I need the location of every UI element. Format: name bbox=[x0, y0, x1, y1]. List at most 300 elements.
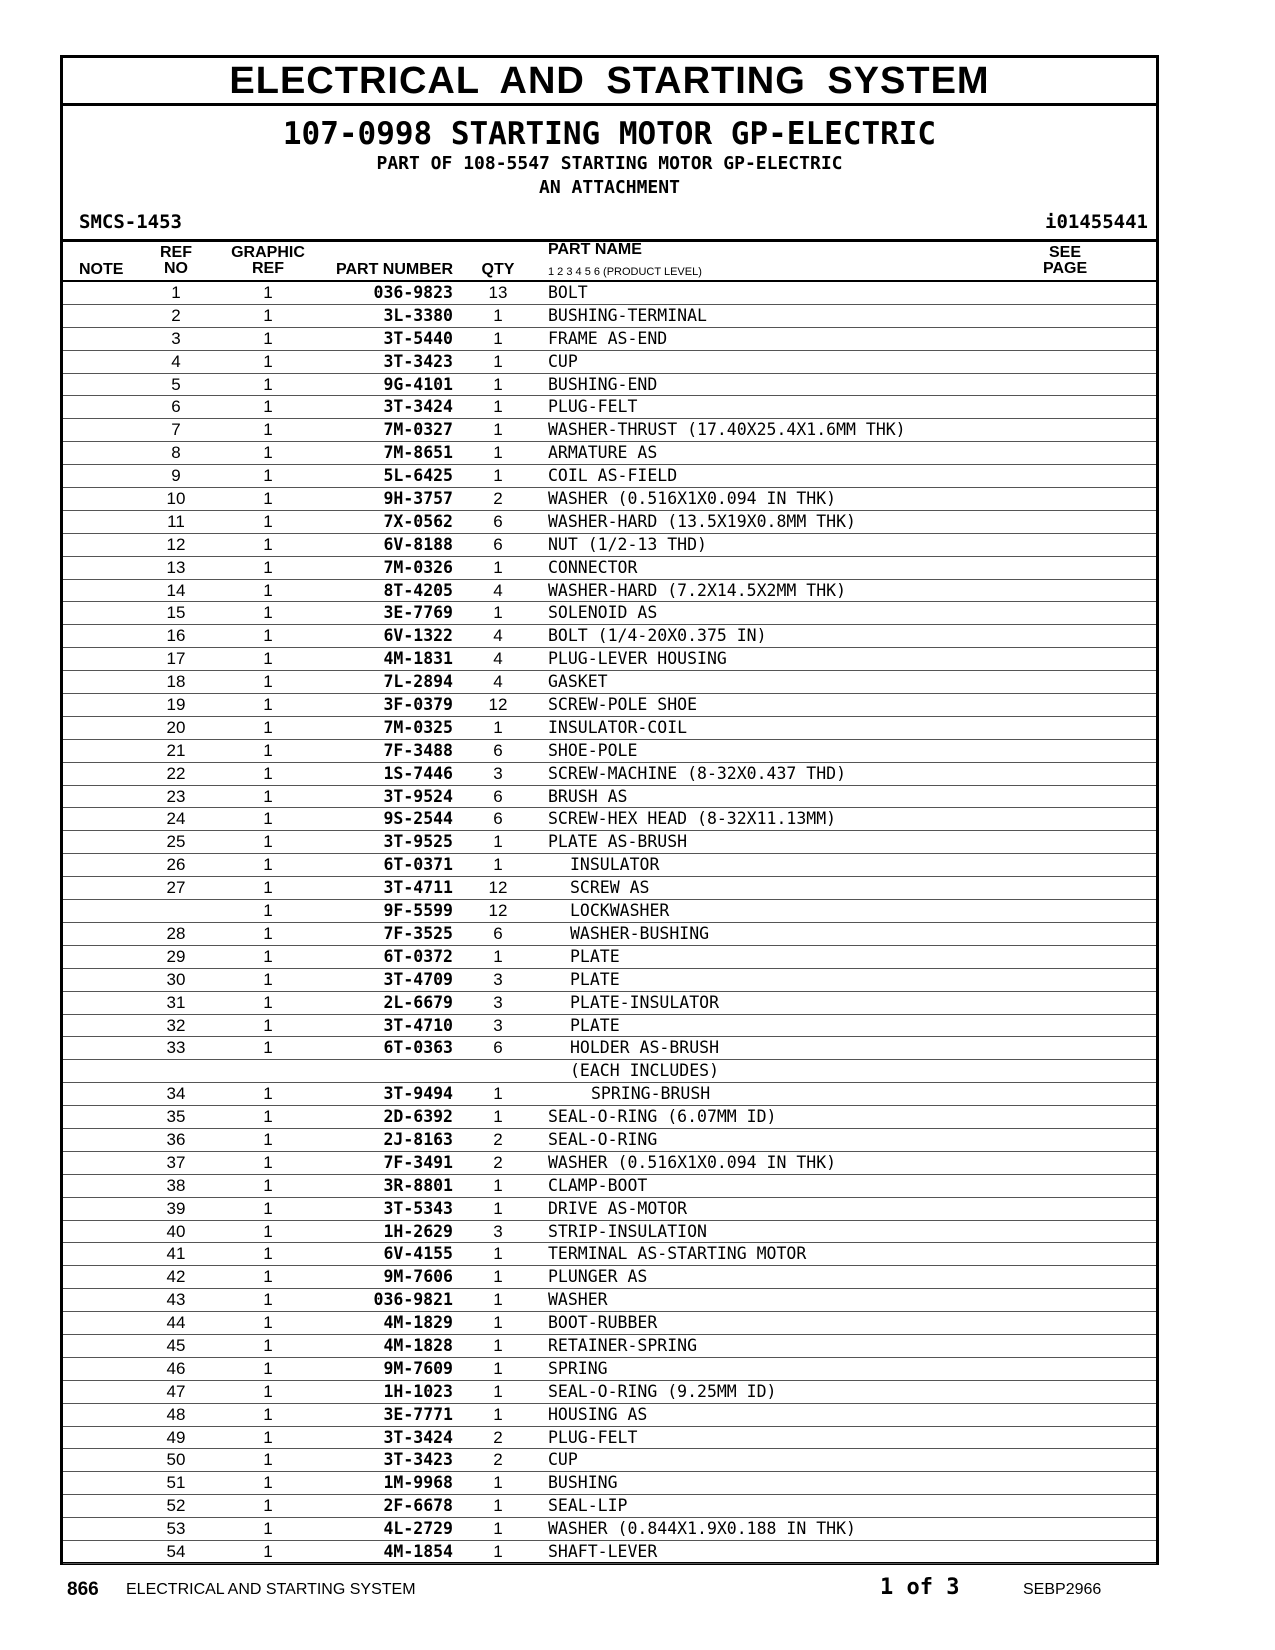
part-number: 2L-6679 bbox=[383, 992, 453, 1012]
part-number: 3T-4711 bbox=[383, 878, 453, 898]
part-number: 7F-3525 bbox=[383, 923, 453, 943]
quantity: 6 bbox=[493, 534, 503, 554]
ref-no: 46 bbox=[166, 1358, 186, 1378]
part-number: 3T-3424 bbox=[383, 1427, 453, 1447]
part-number: 4M-1831 bbox=[383, 649, 453, 669]
footer-section: ELECTRICAL AND STARTING SYSTEM bbox=[126, 1581, 416, 1598]
part-name: NUT (1/2-13 THD) bbox=[548, 534, 707, 554]
part-number: 6V-4155 bbox=[383, 1244, 453, 1264]
ref-no: 41 bbox=[166, 1244, 186, 1264]
part-number: 4M-1854 bbox=[383, 1541, 453, 1561]
table-row bbox=[63, 305, 1156, 328]
graphic-ref: 1 bbox=[263, 1290, 273, 1310]
table-row bbox=[63, 946, 1156, 969]
part-number: 7L-2894 bbox=[383, 672, 453, 692]
table-row bbox=[63, 694, 1156, 717]
table-row bbox=[63, 328, 1156, 351]
quantity: 1 bbox=[493, 1404, 503, 1424]
part-number: 7F-3488 bbox=[383, 740, 453, 760]
quantity: 6 bbox=[493, 1038, 503, 1058]
part-name: CUP bbox=[548, 1450, 578, 1470]
part-name: WASHER (0.516X1X0.094 IN THK) bbox=[548, 1152, 837, 1172]
graphic-ref: 1 bbox=[263, 1404, 273, 1424]
quantity: 1 bbox=[493, 420, 503, 440]
ref-no: 12 bbox=[166, 534, 186, 554]
parts-list bbox=[63, 282, 1156, 1564]
part-name: RETAINER-SPRING bbox=[548, 1335, 698, 1355]
graphic-ref: 1 bbox=[263, 763, 273, 783]
table-row bbox=[63, 1518, 1156, 1541]
part-number: 4L-2729 bbox=[383, 1519, 453, 1539]
table-row bbox=[63, 648, 1156, 671]
part-name: BRUSH AS bbox=[548, 786, 628, 806]
quantity: 1 bbox=[493, 1381, 503, 1401]
graphic-ref: 1 bbox=[263, 1427, 273, 1447]
graphic-ref: 1 bbox=[263, 420, 273, 440]
graphic-ref: 1 bbox=[263, 374, 273, 394]
table-row bbox=[63, 351, 1156, 374]
ref-no: 7 bbox=[171, 420, 181, 440]
part-name: SEAL-LIP bbox=[548, 1496, 628, 1516]
table-row bbox=[63, 1015, 1156, 1038]
part-name: WASHER-HARD (13.5X19X0.8MM THK) bbox=[548, 511, 856, 531]
quantity: 3 bbox=[493, 969, 503, 989]
graphic-ref: 1 bbox=[263, 1313, 273, 1333]
ref-no: 13 bbox=[166, 557, 186, 577]
quantity: 2 bbox=[493, 1450, 503, 1470]
ref-no: 53 bbox=[166, 1519, 186, 1539]
col-see-top: SEE bbox=[1048, 244, 1081, 261]
part-name: HOUSING AS bbox=[548, 1404, 648, 1424]
table-row bbox=[63, 1427, 1156, 1450]
part-number: 2F-6678 bbox=[383, 1496, 453, 1516]
part-number: 036-9823 bbox=[373, 283, 453, 302]
ref-no: 18 bbox=[166, 672, 186, 692]
quantity: 3 bbox=[493, 763, 503, 783]
quantity: 6 bbox=[493, 923, 503, 943]
table-row bbox=[63, 1312, 1156, 1335]
table-row bbox=[63, 1037, 1156, 1060]
part-name: BOOT-RUBBER bbox=[548, 1313, 658, 1333]
part-number: 6V-8188 bbox=[383, 534, 453, 554]
graphic-ref: 1 bbox=[263, 283, 273, 302]
quantity: 3 bbox=[493, 992, 503, 1012]
part-number: 3T-3423 bbox=[383, 351, 453, 371]
part-number: 3T-3424 bbox=[383, 397, 453, 417]
graphic-ref: 1 bbox=[263, 1496, 273, 1516]
quantity: 1 bbox=[493, 946, 503, 966]
table-row bbox=[63, 557, 1156, 580]
part-number: 4M-1829 bbox=[383, 1313, 453, 1333]
part-name: GASKET bbox=[548, 672, 608, 692]
graphic-ref: 1 bbox=[263, 786, 273, 806]
part-name: BUSHING bbox=[548, 1473, 618, 1493]
graphic-ref: 1 bbox=[263, 809, 273, 829]
quantity: 1 bbox=[493, 1313, 503, 1333]
part-number: 9G-4101 bbox=[383, 374, 453, 394]
part-number: 9M-7606 bbox=[383, 1267, 453, 1287]
table-row bbox=[63, 1404, 1156, 1427]
table-row bbox=[63, 282, 1156, 305]
graphic-ref: 1 bbox=[263, 557, 273, 577]
part-number: 7M-0325 bbox=[383, 717, 453, 737]
ref-no: 11 bbox=[167, 511, 185, 531]
document-id: SEBP2966 bbox=[1023, 1581, 1102, 1598]
quantity: 2 bbox=[493, 1427, 503, 1447]
table-row bbox=[63, 488, 1156, 511]
ref-no: 26 bbox=[166, 855, 186, 875]
part-number: 1M-9968 bbox=[383, 1473, 453, 1493]
part-name: SCREW AS bbox=[570, 878, 650, 898]
ref-no: 22 bbox=[166, 763, 186, 783]
part-name: WASHER (0.516X1X0.094 IN THK) bbox=[548, 489, 837, 509]
graphic-ref: 1 bbox=[263, 740, 273, 760]
part-name: PLATE bbox=[570, 969, 620, 989]
part-number: 3T-5343 bbox=[383, 1198, 453, 1218]
part-name: SPRING bbox=[548, 1358, 608, 1378]
graphic-ref: 1 bbox=[263, 511, 273, 531]
ref-no: 19 bbox=[166, 695, 186, 715]
graphic-ref: 1 bbox=[263, 1198, 273, 1218]
table-row bbox=[63, 442, 1156, 465]
table-row bbox=[63, 374, 1156, 397]
table-row bbox=[63, 1083, 1156, 1106]
graphic-ref: 1 bbox=[263, 1152, 273, 1172]
table-row bbox=[63, 534, 1156, 557]
ref-no: 24 bbox=[166, 809, 186, 829]
table-row bbox=[63, 786, 1156, 809]
ref-no: 30 bbox=[166, 969, 186, 989]
part-number: 7M-0327 bbox=[383, 420, 453, 440]
part-number: 1S-7446 bbox=[383, 763, 453, 783]
col-part-number: PART NUMBER bbox=[335, 261, 453, 278]
ref-no: 42 bbox=[166, 1267, 186, 1287]
group-title: 107-0998 STARTING MOTOR GP-ELECTRIC bbox=[282, 116, 937, 152]
part-name: CONNECTOR bbox=[548, 557, 638, 577]
part-name: PLUG-FELT bbox=[548, 397, 638, 417]
col-see-bottom: PAGE bbox=[1043, 260, 1088, 277]
graphic-ref: 1 bbox=[263, 1244, 273, 1264]
graphic-ref: 1 bbox=[263, 305, 273, 325]
quantity: 6 bbox=[493, 809, 503, 829]
graphic-ref: 1 bbox=[263, 1450, 273, 1470]
quantity: 1 bbox=[493, 1175, 503, 1195]
part-name: SEAL-O-RING (6.07MM ID) bbox=[548, 1107, 777, 1127]
smcs-code: SMCS-1453 bbox=[79, 211, 182, 233]
graphic-ref: 1 bbox=[263, 878, 273, 898]
table-row bbox=[63, 419, 1156, 442]
part-number: 1H-2629 bbox=[383, 1221, 453, 1241]
part-name: PLATE AS-BRUSH bbox=[548, 832, 688, 852]
part-name: WASHER-THRUST (17.40X25.4X1.6MM THK) bbox=[548, 420, 906, 440]
graphic-ref: 1 bbox=[263, 603, 273, 623]
col-qty: QTY bbox=[481, 261, 515, 278]
ref-no: 52 bbox=[166, 1496, 186, 1516]
quantity: 1 bbox=[493, 717, 503, 737]
ref-no: 39 bbox=[166, 1198, 186, 1218]
quantity: 1 bbox=[493, 397, 503, 417]
graphic-ref: 1 bbox=[263, 1381, 273, 1401]
part-number: 7M-0326 bbox=[383, 557, 453, 577]
ref-no: 36 bbox=[166, 1129, 186, 1149]
attachment-line: AN ATTACHMENT bbox=[539, 177, 680, 198]
table-row bbox=[63, 1175, 1156, 1198]
ref-no: 4 bbox=[171, 351, 181, 371]
part-number: 6T-0371 bbox=[383, 855, 453, 875]
part-name: SCREW-POLE SHOE bbox=[548, 695, 698, 715]
ref-no: 38 bbox=[166, 1175, 186, 1195]
ref-no: 25 bbox=[166, 832, 186, 852]
table-row bbox=[63, 969, 1156, 992]
quantity: 3 bbox=[493, 1221, 503, 1241]
table-row bbox=[63, 1449, 1156, 1472]
part-number: 3F-0379 bbox=[383, 695, 453, 715]
quantity: 1 bbox=[493, 1335, 503, 1355]
table-row bbox=[63, 831, 1156, 854]
graphic-ref: 1 bbox=[263, 1129, 273, 1149]
illustration-ref: i01455441 bbox=[1045, 211, 1148, 233]
quantity: 1 bbox=[493, 1198, 503, 1218]
graphic-ref: 1 bbox=[263, 649, 273, 669]
table-row bbox=[63, 1381, 1156, 1404]
quantity: 1 bbox=[493, 351, 503, 371]
quantity: 1 bbox=[493, 1107, 503, 1127]
quantity: 1 bbox=[493, 1541, 503, 1561]
page-frame bbox=[60, 55, 1159, 1565]
graphic-ref: 1 bbox=[263, 969, 273, 989]
graphic-ref: 1 bbox=[263, 1358, 273, 1378]
graphic-ref: 1 bbox=[263, 1107, 273, 1127]
quantity: 1 bbox=[493, 1267, 503, 1287]
quantity: 1 bbox=[493, 305, 503, 325]
part-number: 3E-7769 bbox=[383, 603, 453, 623]
ref-no: 49 bbox=[166, 1427, 186, 1447]
col-graphic-bottom: REF bbox=[252, 260, 284, 277]
part-number: 3T-9524 bbox=[383, 786, 453, 806]
part-number: 6T-0372 bbox=[383, 946, 453, 966]
table-header bbox=[63, 239, 1156, 282]
graphic-ref: 1 bbox=[263, 901, 273, 921]
ref-no: 37 bbox=[166, 1152, 186, 1172]
part-name: CLAMP-BOOT bbox=[548, 1175, 648, 1195]
part-name: SHAFT-LEVER bbox=[548, 1541, 658, 1561]
part-name: ARMATURE AS bbox=[548, 443, 658, 463]
graphic-ref: 1 bbox=[263, 672, 273, 692]
graphic-ref: 1 bbox=[263, 1335, 273, 1355]
part-number: 2J-8163 bbox=[383, 1129, 453, 1149]
quantity: 1 bbox=[493, 374, 503, 394]
part-number: 9S-2544 bbox=[383, 809, 453, 829]
part-number: 3T-9525 bbox=[383, 832, 453, 852]
quantity: 1 bbox=[493, 1290, 503, 1310]
part-name: TERMINAL AS-STARTING MOTOR bbox=[548, 1244, 807, 1264]
ref-no: 40 bbox=[166, 1221, 186, 1241]
quantity: 2 bbox=[493, 1129, 503, 1149]
quantity: 1 bbox=[493, 1473, 503, 1493]
ref-no: 20 bbox=[166, 717, 186, 737]
part-name: PLUG-LEVER HOUSING bbox=[548, 649, 727, 669]
ref-no: 51 bbox=[166, 1473, 186, 1493]
table-row bbox=[63, 465, 1156, 488]
part-number: 8T-4205 bbox=[383, 580, 453, 600]
table-row bbox=[63, 625, 1156, 648]
quantity: 1 bbox=[493, 1358, 503, 1378]
table-row bbox=[63, 511, 1156, 534]
part-number: 2D-6392 bbox=[383, 1107, 453, 1127]
part-name: PLUG-FELT bbox=[548, 1427, 638, 1447]
quantity: 4 bbox=[493, 649, 503, 669]
quantity: 1 bbox=[493, 466, 503, 486]
part-number: 3T-4709 bbox=[383, 969, 453, 989]
table-row bbox=[63, 396, 1156, 419]
part-number: 3L-3380 bbox=[383, 305, 453, 325]
ref-no: 6 bbox=[171, 397, 181, 417]
part-name: STRIP-INSULATION bbox=[548, 1221, 707, 1241]
graphic-ref: 1 bbox=[263, 626, 273, 646]
ref-no: 8 bbox=[171, 443, 181, 463]
ref-no: 9 bbox=[171, 466, 181, 486]
graphic-ref: 1 bbox=[263, 328, 273, 348]
page-number: 866 bbox=[67, 1579, 99, 1600]
table-row bbox=[63, 1266, 1156, 1289]
part-name: SPRING-BRUSH bbox=[591, 1084, 711, 1104]
table-row bbox=[63, 602, 1156, 625]
part-name: WASHER-BUSHING bbox=[570, 923, 710, 943]
graphic-ref: 1 bbox=[263, 832, 273, 852]
ref-no: 21 bbox=[166, 740, 186, 760]
table-row bbox=[63, 671, 1156, 694]
quantity: 1 bbox=[493, 1519, 503, 1539]
quantity: 12 bbox=[488, 695, 508, 715]
part-number: 9F-5599 bbox=[383, 901, 453, 921]
table-row bbox=[63, 900, 1156, 923]
graphic-ref: 1 bbox=[263, 489, 273, 509]
part-name: INSULATOR bbox=[570, 855, 660, 875]
part-number: 7X-0562 bbox=[383, 511, 453, 531]
part-name: SOLENOID AS bbox=[548, 603, 658, 623]
quantity: 6 bbox=[493, 511, 503, 531]
table-row bbox=[63, 1060, 1156, 1083]
part-number: 6T-0363 bbox=[383, 1038, 453, 1058]
quantity: 6 bbox=[493, 740, 503, 760]
quantity: 1 bbox=[493, 1244, 503, 1264]
section-title: ELECTRICAL AND STARTING SYSTEM bbox=[63, 58, 1156, 106]
graphic-ref: 1 bbox=[263, 855, 273, 875]
graphic-ref: 1 bbox=[263, 534, 273, 554]
ref-no: 33 bbox=[166, 1038, 186, 1058]
quantity: 1 bbox=[493, 1084, 503, 1104]
graphic-ref: 1 bbox=[263, 1038, 273, 1058]
ref-no: 16 bbox=[166, 626, 186, 646]
graphic-ref: 1 bbox=[263, 1267, 273, 1287]
ref-no: 27 bbox=[166, 878, 186, 898]
table-row bbox=[63, 854, 1156, 877]
table-row bbox=[63, 740, 1156, 763]
table-row bbox=[63, 1358, 1156, 1381]
table-row bbox=[63, 923, 1156, 946]
graphic-ref: 1 bbox=[263, 466, 273, 486]
part-number: 7M-8651 bbox=[383, 443, 453, 463]
graphic-ref: 1 bbox=[263, 1541, 273, 1561]
ref-no: 15 bbox=[166, 603, 186, 623]
part-name: PLATE bbox=[570, 1015, 620, 1035]
part-number: 3T-5440 bbox=[383, 328, 453, 348]
ref-no: 45 bbox=[166, 1335, 186, 1355]
sheet-indicator: 1 of 3 bbox=[880, 1575, 960, 1600]
table-row bbox=[63, 763, 1156, 786]
quantity: 13 bbox=[488, 283, 508, 302]
table-row bbox=[63, 1243, 1156, 1266]
quantity: 1 bbox=[493, 557, 503, 577]
col-ref-bottom: NO bbox=[164, 260, 188, 277]
part-number: 6V-1322 bbox=[383, 626, 453, 646]
table-row bbox=[63, 1472, 1156, 1495]
part-name: SEAL-O-RING bbox=[548, 1129, 658, 1149]
part-name: DRIVE AS-MOTOR bbox=[548, 1198, 688, 1218]
part-name: WASHER-HARD (7.2X14.5X2MM THK) bbox=[548, 580, 847, 600]
ref-no: 47 bbox=[166, 1381, 186, 1401]
ref-no: 28 bbox=[166, 923, 186, 943]
quantity: 4 bbox=[493, 626, 503, 646]
quantity: 1 bbox=[493, 1496, 503, 1516]
graphic-ref: 1 bbox=[263, 717, 273, 737]
part-number: 3T-9494 bbox=[383, 1084, 453, 1104]
part-name: PLATE bbox=[570, 946, 620, 966]
part-name: INSULATOR-COIL bbox=[548, 717, 688, 737]
table-row bbox=[63, 1129, 1156, 1152]
part-of-line: PART OF 108-5547 STARTING MOTOR GP-ELECTRIC bbox=[376, 153, 843, 174]
graphic-ref: 1 bbox=[263, 397, 273, 417]
graphic-ref: 1 bbox=[263, 1221, 273, 1241]
quantity: 4 bbox=[493, 580, 503, 600]
graphic-ref: 1 bbox=[263, 351, 273, 371]
part-number: 7F-3491 bbox=[383, 1152, 453, 1172]
part-number: 5L-6425 bbox=[383, 466, 453, 486]
part-number: 1H-1023 bbox=[383, 1381, 453, 1401]
part-name: BOLT bbox=[548, 283, 588, 302]
ref-no: 31 bbox=[166, 992, 186, 1012]
table-row bbox=[63, 580, 1156, 603]
graphic-ref: 1 bbox=[263, 1175, 273, 1195]
ref-no: 5 bbox=[171, 374, 181, 394]
graphic-ref: 1 bbox=[263, 923, 273, 943]
part-number: 4M-1828 bbox=[383, 1335, 453, 1355]
table-row bbox=[63, 1106, 1156, 1129]
part-number: 3R-8801 bbox=[383, 1175, 453, 1195]
table-row bbox=[63, 1221, 1156, 1244]
graphic-ref: 1 bbox=[263, 946, 273, 966]
table-row bbox=[63, 1198, 1156, 1221]
graphic-ref: 1 bbox=[263, 992, 273, 1012]
graphic-ref: 1 bbox=[263, 1519, 273, 1539]
part-name: COIL AS-FIELD bbox=[548, 466, 678, 486]
quantity: 12 bbox=[488, 901, 508, 921]
table-row bbox=[63, 808, 1156, 831]
part-name: PLUNGER AS bbox=[548, 1267, 648, 1287]
graphic-ref: 1 bbox=[263, 1084, 273, 1104]
part-number: 9H-3757 bbox=[383, 489, 453, 509]
col-ref-top: REF bbox=[160, 244, 192, 261]
ref-no: 50 bbox=[166, 1450, 186, 1470]
col-product-levels: 1 2 3 4 5 6 (PRODUCT LEVEL) bbox=[548, 266, 702, 278]
quantity: 1 bbox=[493, 855, 503, 875]
table-row bbox=[63, 1152, 1156, 1175]
table-row bbox=[63, 1289, 1156, 1312]
part-name: SHOE-POLE bbox=[548, 740, 638, 760]
part-name: BUSHING-END bbox=[548, 374, 658, 394]
ref-no: 1 bbox=[171, 283, 181, 302]
table-row bbox=[63, 1335, 1156, 1358]
